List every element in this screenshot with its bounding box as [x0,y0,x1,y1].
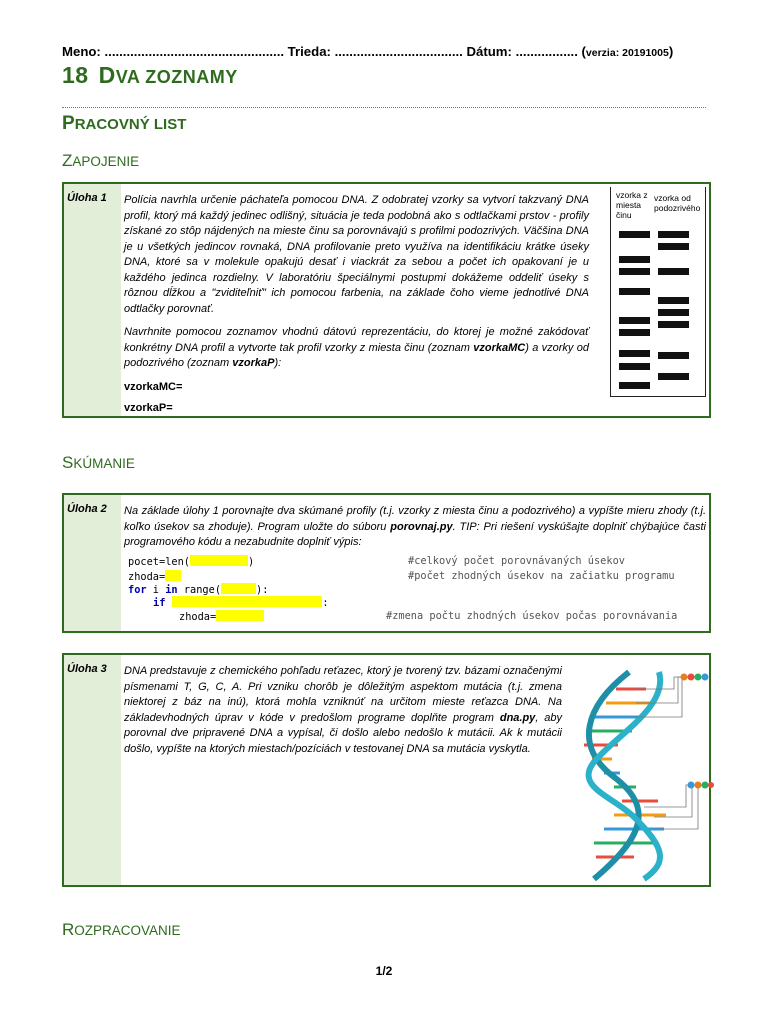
task-2-box [62,493,711,633]
task-1-label: Úloha 1 [67,192,107,204]
blank-field [190,555,248,566]
task-label-cell [64,184,121,416]
code-keyword: for [128,584,147,596]
task-3-filename: dna.py [499,711,536,724]
section-heading-first: R [62,920,75,939]
worksheet-heading [62,113,186,135]
section-heading-rozpracovanie [62,920,181,940]
band [619,317,650,324]
figure-col1-label: vzorka z miesta činu [616,190,648,220]
task-2-text-c: . TIP: Pri riešení vyskúšajte doplniť chýbajúce časti programového kódu a nezabudnite doplniť výpis: [124,520,706,548]
code-comment-5: #zmena počtu zhodných úsekov počas porovnávania [386,610,678,622]
code-line-2 [128,570,181,583]
band [619,329,650,336]
code-text: range( [177,584,222,596]
task-1-p2-c: ) a vzorky od podozrivého (zoznam [124,341,589,369]
code-text: ) [248,556,255,568]
page-number: 1/2 [375,964,393,978]
header-divider [62,107,706,108]
band [619,268,650,275]
worksheet-heading-rest: RACOVNÝ LIST [74,116,187,133]
dna-band-chart [611,187,705,396]
dna-helix-illustration [574,667,714,882]
section-heading-first: Z [62,151,73,170]
var-vzorka-p: vzorkaP= [124,402,173,414]
band [658,321,689,328]
task-label-cell [64,655,121,885]
code-text: pocet=len( [128,556,190,568]
header-close: ) [668,44,674,59]
code-text: i [146,584,166,596]
band [658,268,689,275]
blank-field [221,583,256,594]
band [619,363,650,370]
section-heading-zapojenie [62,151,139,171]
chapter-title-first: D [98,62,116,88]
code-comment-2: #počet zhodných úsekov na začiatku programu [408,570,675,582]
header-line-text: Meno: ................................................. Trieda: ................................... Dátum: ................. ( [62,44,586,59]
task-3-text-a: DNA predstavuje z chemického pohľadu reťazec, ktorý je tvorený tzv. bázami označenými písmenami T, G, C, A. Pri vzniku chorôb je dôležitým aspektom mutácia (t.j. zmena niektorej z báz na inú), ktorá mohla vzniknúť na určitom mieste reťazca DNA. Na základevhodných úprav v kóde v predošlom programe doplňte program [124,665,562,724]
task-2-text-a: Na základe úlohy 1 porovnajte dva skúmané profily (t.j. vzorky z miesta činu a podozrivého) a vypíšte mieru zhody (t.j. koľko úsekov sa zhoduje). Program uložte do súboru [124,505,706,533]
task-2-text [124,504,706,551]
task-1-p2-var-mc: vzorkaMC [473,341,526,354]
band [619,288,650,295]
blank-field [216,610,264,621]
header-fields [62,44,712,59]
code-text: ): [256,584,269,596]
section-heading-rest: OZPRACOVANIE [74,923,181,938]
section-heading-rest: APOJENIE [72,154,140,169]
code-text: : [322,597,329,609]
section-heading-skumanie [62,453,135,473]
section-heading-rest: KÚMANIE [73,456,135,471]
band [658,373,689,380]
task-3-text-c: , aby porovnal dve pripravené DNA a vypísal, či došlo alebo nedošlo k mutácii. Ak k mutácii došlo, vypíšte na ktorých miestach/pozíciách v testovanej DNA sa mutácia vyskytla. [124,711,562,755]
band [619,256,650,263]
task-2-filename: porovnaj.py [390,520,453,533]
task-2-label: Úloha 2 [67,503,107,515]
band [619,382,650,389]
figure-col2-label: vzorka od podozrivého [654,193,701,213]
chapter-number: 18 [62,62,89,88]
code-line-1 [128,555,254,568]
code-text: zhoda= [179,611,217,623]
band [658,352,689,359]
band [658,231,689,238]
chapter-title [62,62,238,89]
section-heading-first: S [62,453,74,472]
code-keyword: in [165,584,178,596]
task-3-text [124,664,562,757]
task-1-p2-var-p: vzorkaP [232,357,275,369]
worksheet-heading-first: P [62,113,75,134]
chapter-title-rest: VA ZOZNAMY [115,67,238,87]
band [619,350,650,357]
task-label-cell [64,495,121,631]
task-1-paragraph-2 [124,325,589,372]
task-1-p2-e: ): [274,357,282,369]
band [619,231,650,238]
band [658,297,689,304]
task-3-label: Úloha 3 [67,663,107,675]
dna-profile-figure [610,187,706,397]
task-1-paragraph-1: Polícia navrhla určenie páchateľa pomocou DNA. Z odobratej vzorky sa vytvorí takzvaný DNA profil, ktorý má každý jedinec odlišný, situácia je teda podobná ako s odtlačkami prstov - profily získané zo stôp nájdených na mieste činu sa porovnávajú s profilmi podozrivých. Väčšina DNA je u všetkých jedincov rovnaká, DNA profilovanie preto využíva na identifikáciu krátke úseky DNA, ktoré sa v molekule opakujú desať i viackrát za sebou a počet ich opakovaní je u každého jedinca rozdielny. V laboratóriu špeciálnymi postupmi dokážeme oddeliť úseky s rôznou dĺžkou a "zviditeľniť" ich pomocou farbenia, na základe čoho vieme jednotlivé DNA odtlačky porovnať. [124,194,589,315]
code-text: zhoda= [128,571,166,583]
version-label: verzia: 20191005 [585,47,669,59]
task-3-box [62,653,711,887]
var-vzorka-mc: vzorkaMC= [124,380,183,393]
code-line-3 [128,583,268,596]
code-line-5 [179,610,264,623]
task-1-box [62,182,711,418]
task-1-text [124,193,589,423]
blank-field [165,570,181,581]
task-1-p2-a: Navrhnite pomocou zoznamov vhodnú dátovú reprezentáciu, do ktorej je možné zakódovať konkrétny DNA profil a vytvorte tak profil vzorky z miesta činu (zoznam [124,326,589,354]
band [658,309,689,316]
code-keyword: if [153,597,166,609]
band [658,243,689,250]
code-line-4 [153,596,329,609]
code-comment-1: #celkový počet porovnávaných úsekov [408,555,625,567]
blank-field [172,596,322,607]
